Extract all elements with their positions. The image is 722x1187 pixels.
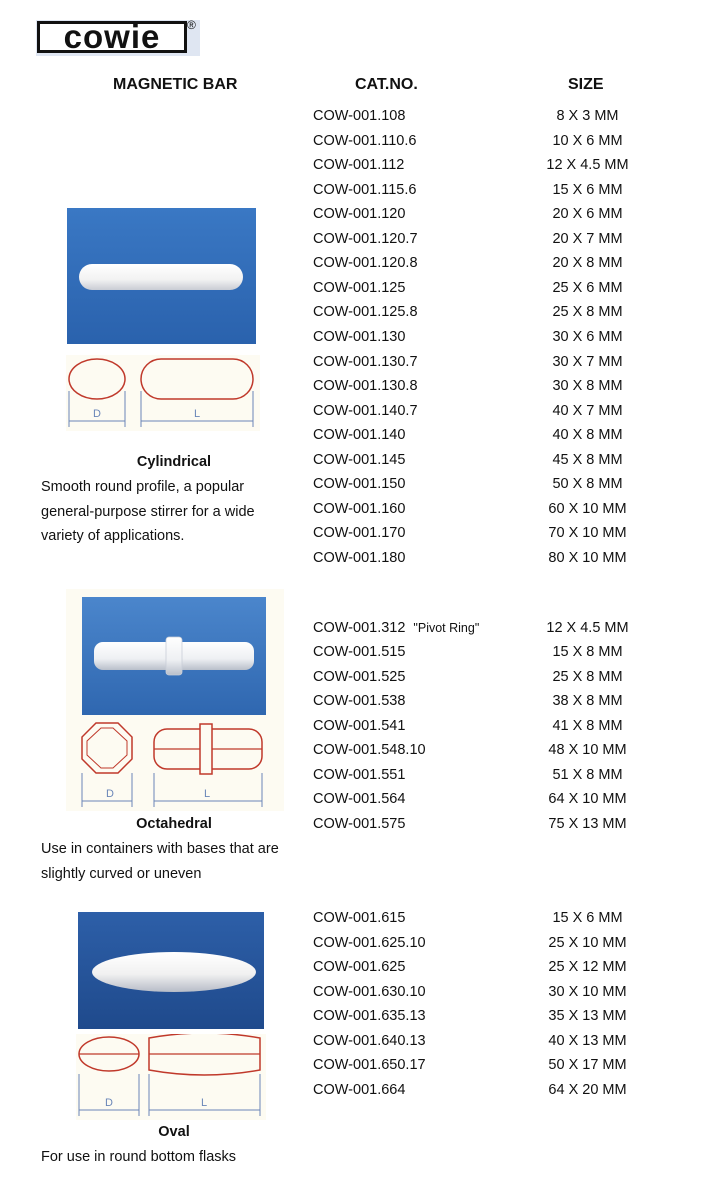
diameter-label: D xyxy=(106,788,114,800)
cat-number-text: COW-001.625 xyxy=(313,959,406,975)
description-line: variety of applications. xyxy=(41,528,185,544)
size-value: 40 X 13 MM xyxy=(548,1033,627,1049)
cat-number xyxy=(313,816,405,832)
cat-number-text: COW-001.635.13 xyxy=(313,1008,426,1024)
size-value: 40 X 7 MM xyxy=(552,403,623,419)
oval-dimension-diagram xyxy=(76,1034,266,1120)
cat-number-text: COW-001.115.6 xyxy=(313,182,417,198)
size-value: 10 X 6 MM xyxy=(552,133,623,149)
diameter-label: D xyxy=(105,1097,113,1109)
size-value: 41 X 8 MM xyxy=(552,718,623,734)
size-value: 25 X 8 MM xyxy=(552,669,623,685)
description-line: Smooth round profile, a popular xyxy=(41,479,245,495)
size-value: 20 X 7 MM xyxy=(552,231,623,247)
cat-number-text: COW-001.625.10 xyxy=(313,935,426,951)
cat-number-text: COW-001.125 xyxy=(313,280,406,296)
oval-bar-photo xyxy=(78,912,264,1029)
cat-number xyxy=(313,182,416,198)
size-value: 35 X 13 MM xyxy=(548,1008,627,1024)
cat-number xyxy=(313,1008,426,1024)
size-value: 40 X 8 MM xyxy=(552,427,623,443)
cat-number-text: COW-001.525 xyxy=(313,669,406,685)
cat-number-text: COW-001.615 xyxy=(313,910,406,926)
cat-number xyxy=(313,1082,405,1098)
cat-number-text: COW-001.108 xyxy=(313,108,406,124)
length-label: L xyxy=(203,788,211,800)
cat-number xyxy=(313,767,405,783)
cat-number-text: COW-001.170 xyxy=(313,525,406,541)
cat-number-text: COW-001.150 xyxy=(313,476,406,492)
type-label-cylindrical: Cylindrical xyxy=(136,454,212,470)
logo-text: cowie xyxy=(63,17,161,55)
cat-number-text: COW-001.140 xyxy=(313,427,406,443)
header-size: SIZE xyxy=(568,76,604,93)
cat-number xyxy=(313,669,405,685)
length-label: L xyxy=(193,408,201,420)
cat-number xyxy=(313,501,405,517)
cat-number xyxy=(313,255,418,271)
octahedral-bar-photo xyxy=(66,589,284,811)
description-line: general-purpose stirrer for a wide xyxy=(41,503,255,520)
size-value: 38 X 8 MM xyxy=(552,693,623,709)
type-label-oval: Oval xyxy=(158,1124,190,1140)
size-value: 75 X 13 MM xyxy=(548,816,627,832)
cat-number-text: COW-001.551 xyxy=(313,767,406,783)
cat-number xyxy=(313,935,426,951)
size-value: 12 X 4.5 MM xyxy=(546,157,629,173)
size-value: 60 X 10 MM xyxy=(548,501,627,517)
size-value: 70 X 10 MM xyxy=(548,525,627,541)
size-value: 25 X 12 MM xyxy=(548,959,627,975)
size-value: 50 X 8 MM xyxy=(552,476,623,492)
description-line: Use in containers with bases that are xyxy=(41,841,279,857)
cylindrical-dimension-diagram xyxy=(66,355,260,431)
size-value: 64 X 20 MM xyxy=(548,1082,627,1098)
registered-mark: ® xyxy=(187,18,196,32)
size-value: 51 X 8 MM xyxy=(552,767,623,783)
header-magnetic-bar: MAGNETIC BAR xyxy=(113,76,238,93)
cat-number-text: COW-001.130.7 xyxy=(313,354,418,370)
cat-number xyxy=(313,620,479,636)
cat-note: "Pivot Ring" xyxy=(413,621,480,635)
cat-number-text: COW-001.130.8 xyxy=(313,378,418,394)
cat-number-text: COW-001.650.17 xyxy=(313,1057,426,1073)
cat-number xyxy=(313,791,405,807)
cat-number-text: COW-001.564 xyxy=(313,791,406,807)
size-value: 64 X 10 MM xyxy=(548,791,627,807)
size-value: 30 X 10 MM xyxy=(548,984,627,1000)
cat-number-text: COW-001.125.8 xyxy=(313,304,418,320)
cat-number-text: COW-001.575 xyxy=(313,816,406,832)
cat-number-text: COW-001.112 xyxy=(313,157,405,173)
size-value: 30 X 6 MM xyxy=(552,329,623,345)
size-value: 25 X 10 MM xyxy=(548,935,627,951)
cat-number xyxy=(313,644,405,660)
cat-number-text: COW-001.145 xyxy=(313,452,406,468)
description-cylindrical xyxy=(41,475,301,549)
cat-number xyxy=(313,108,405,124)
size-value: 48 X 10 MM xyxy=(548,742,627,758)
size-value: 80 X 10 MM xyxy=(548,550,627,566)
cat-number xyxy=(313,959,405,975)
cat-number xyxy=(313,476,405,492)
cat-number xyxy=(313,910,405,926)
description-oval xyxy=(41,1145,301,1170)
size-value: 25 X 6 MM xyxy=(552,280,623,296)
size-value: 15 X 6 MM xyxy=(552,182,623,198)
cat-number xyxy=(313,1033,426,1049)
cat-number xyxy=(313,550,405,566)
cat-number xyxy=(313,525,405,541)
size-value: 20 X 6 MM xyxy=(552,206,623,222)
size-value: 20 X 8 MM xyxy=(552,255,623,271)
type-label-octahedral: Octahedral xyxy=(136,816,212,832)
cat-number xyxy=(313,329,405,345)
size-value: 25 X 8 MM xyxy=(552,304,623,320)
cat-number-text: COW-001.120.8 xyxy=(313,255,418,271)
cat-number-text: COW-001.180 xyxy=(313,550,406,566)
cat-number xyxy=(313,304,418,320)
cat-number-text: COW-001.160 xyxy=(313,501,406,517)
cat-number-text: COW-001.120 xyxy=(313,206,406,222)
cat-number xyxy=(313,157,404,173)
size-value: 45 X 8 MM xyxy=(552,452,623,468)
size-value: 15 X 8 MM xyxy=(552,644,623,660)
cat-number xyxy=(313,718,405,734)
cat-number-text: COW-001.515 xyxy=(313,644,406,660)
cat-number-text: COW-001.538 xyxy=(313,693,406,709)
size-value: 50 X 17 MM xyxy=(548,1057,627,1073)
diameter-label: D xyxy=(93,408,101,420)
cylindrical-bar-photo xyxy=(67,208,256,344)
cowie-logo xyxy=(36,17,200,56)
size-value: 15 X 6 MM xyxy=(552,910,623,926)
cat-number xyxy=(313,231,418,247)
cat-number xyxy=(313,354,418,370)
description-line: For use in round bottom flasks xyxy=(41,1149,237,1165)
size-value: 8 X 3 MM xyxy=(556,108,619,124)
cat-number xyxy=(313,133,416,149)
header-cat-no: CAT.NO. xyxy=(355,76,418,93)
cat-number xyxy=(313,206,405,222)
cat-number-text: COW-001.312 xyxy=(313,620,406,636)
cat-number-text: COW-001.140.7 xyxy=(313,403,418,419)
cat-number xyxy=(313,378,418,394)
cat-number-text: COW-001.664 xyxy=(313,1082,406,1098)
cat-number-text: COW-001.630.10 xyxy=(313,984,426,1000)
cat-number xyxy=(313,693,405,709)
length-label: L xyxy=(200,1097,208,1109)
description-octahedral xyxy=(41,837,321,886)
cat-number xyxy=(313,1057,426,1073)
cat-number xyxy=(313,427,405,443)
cat-number-text: COW-001.541 xyxy=(313,718,406,734)
cat-number-text: COW-001.120.7 xyxy=(313,231,418,247)
description-line: slightly curved or uneven xyxy=(41,865,202,882)
cat-number-text: COW-001.110.6 xyxy=(313,133,417,149)
cat-number xyxy=(313,984,426,1000)
cat-number-text: COW-001.548.10 xyxy=(313,742,426,758)
size-value: 30 X 7 MM xyxy=(552,354,623,370)
size-value: 12 X 4.5 MM xyxy=(546,620,629,636)
cat-number xyxy=(313,452,405,468)
cat-number-text: COW-001.640.13 xyxy=(313,1033,426,1049)
cat-number xyxy=(313,280,405,296)
size-value: 30 X 8 MM xyxy=(552,378,623,394)
cat-number xyxy=(313,742,426,758)
cat-number xyxy=(313,403,418,419)
cat-number-text: COW-001.130 xyxy=(313,329,406,345)
